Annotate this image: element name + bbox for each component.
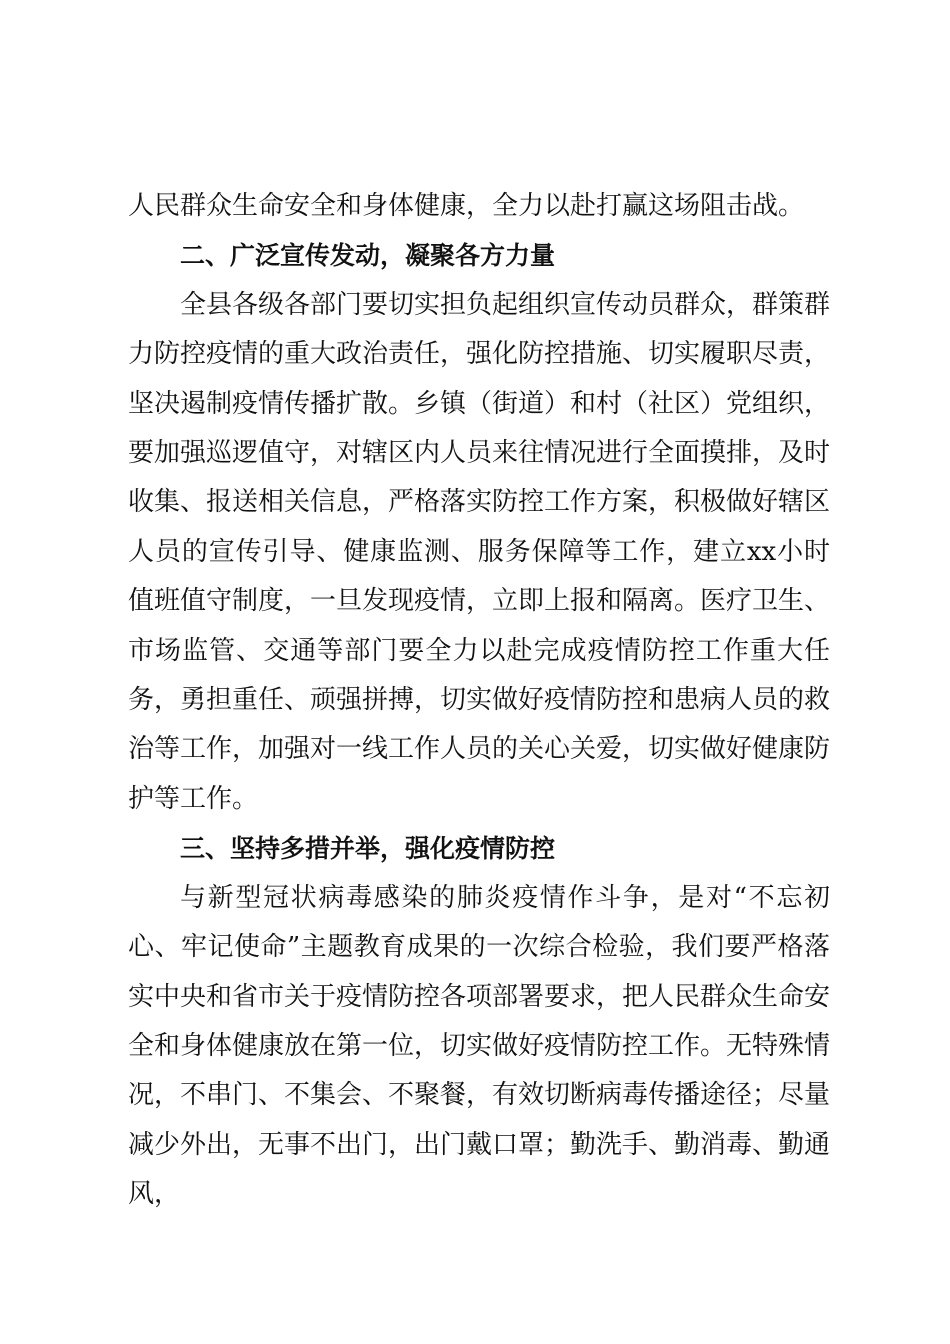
section-2-paragraph: 全县各级各部门要切实担负起组织宣传动员群众，群策群力防控疫情的重大政治责任，强化防控措施、切实履职尽责，坚决遏制疫情传播扩散。乡镇（街道）和村（社区）党组织，要加强巡逻值守，对辖区内人员来往情况进行全面摸排，及时收集、报送相关信息，严格落实防控工作方案，积极做好辖区人员的宣传引导、健康监测、服务保障等工作，建立xx小时值班值守制度，一旦发现疫情，立即上报和隔离。医疗卫生、市场监管、交通等部门要全力以赴完成疫情防控工作重大任务，勇担重任、顽强拼搏，切实做好疫情防控和患病人员的救治等工作，加强对一线工作人员的关心关爱，切实做好健康防护等工作。 — [128, 289, 831, 814]
section-3-paragraph: 与新型冠状病毒感染的肺炎疫情作斗争，是对“不忘初心、牢记使命”主题教育成果的一次综合检验，我们要严格落实中央和省市关于疫情防控各项部署要求，把人民群众生命安全和身体健康放在第一位，切实做好疫情防控工作。无特殊情况，不串门、不集会、不聚餐，有效切断病毒传播途径；尽量减少外出，无事不出门，出门戴口罩；勤洗手、勤消毒、勤通风， — [128, 882, 831, 1210]
document-body — [128, 182, 830, 1220]
section-3-heading: 三、坚持多措并举，强化疫情防控 — [180, 834, 556, 864]
continuation-paragraph: 人民群众生命安全和身体健康，全力以赴打赢这场阻击战。 — [128, 191, 805, 221]
section-2-heading: 二、广泛宣传发动，凝聚各方力量 — [180, 241, 556, 271]
